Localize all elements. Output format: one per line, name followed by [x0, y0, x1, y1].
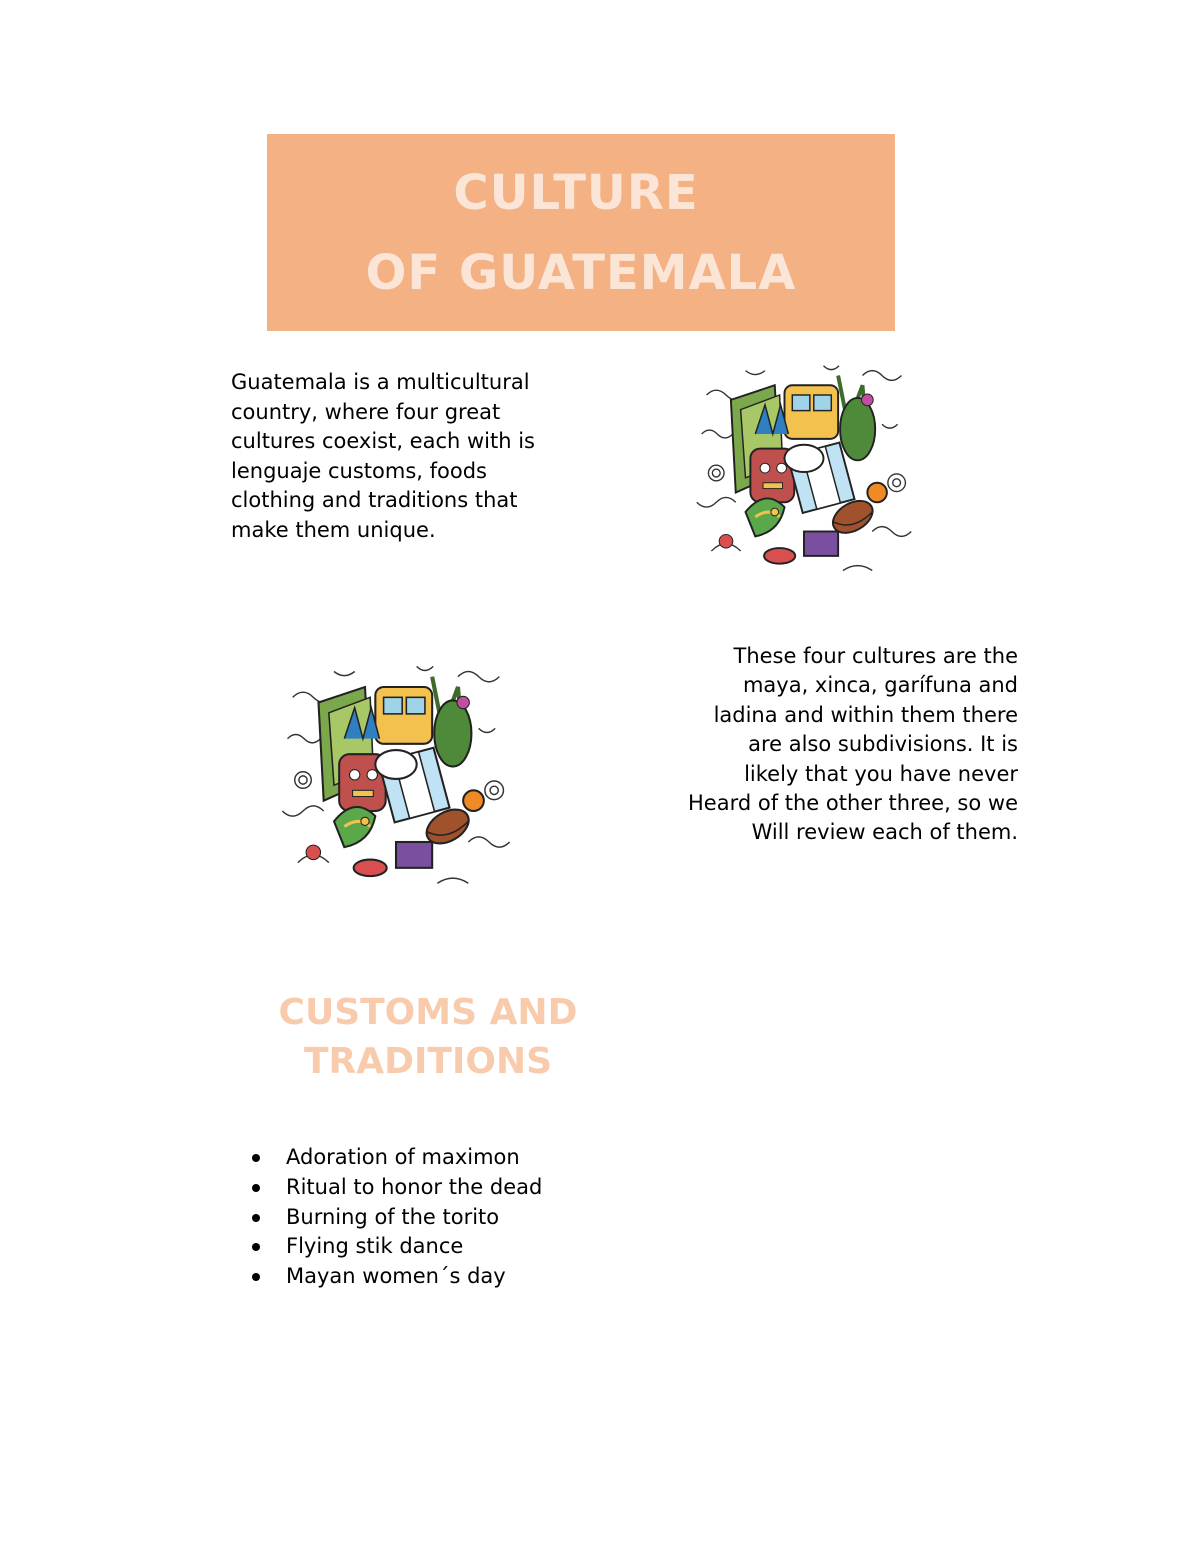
bullet-icon [252, 1154, 260, 1162]
title-line-1: CULTURE [453, 164, 699, 221]
cultures-paragraph [600, 642, 1018, 848]
intro-line: clothing and traditions that [231, 488, 518, 513]
customs-heading [240, 988, 616, 1086]
cultures-line: These four cultures are the [733, 644, 1018, 668]
list-item [248, 1232, 542, 1262]
title-banner [267, 134, 895, 331]
doodle-art [687, 356, 921, 590]
title-line-2: OF GUATEMALA [365, 244, 797, 301]
cultures-line: Heard of the other three, so we [688, 791, 1018, 816]
intro-paragraph [231, 368, 601, 546]
cultures-line: are also subdivisions. It is [748, 732, 1018, 757]
intro-line: country, where four great [231, 399, 501, 424]
customs-heading-line-1: CUSTOMS AND [278, 992, 578, 1033]
list-item-text: Adoration of maximon [286, 1145, 520, 1169]
intro-line: Guatemala is a multicultural [231, 370, 530, 394]
customs-list [248, 1143, 542, 1292]
intro-line: make them unique. [231, 517, 436, 542]
list-item-text: Flying stik dance [286, 1234, 464, 1259]
customs-heading-line-2: TRADITIONS [303, 1041, 553, 1082]
guatemala-doodle-illustration [272, 655, 520, 905]
bullet-icon [252, 1214, 260, 1222]
bullet-icon [252, 1273, 260, 1281]
list-item [248, 1203, 542, 1233]
bullet-icon [252, 1243, 260, 1251]
list-item [248, 1143, 542, 1173]
cultures-line: likely that you have never [744, 761, 1018, 786]
doodle-art [272, 655, 520, 905]
intro-line: lenguaje customs, foods [231, 458, 487, 483]
cultures-line: Will review each of them. [751, 820, 1018, 845]
list-item-text: Ritual to honor the dead [286, 1174, 543, 1199]
list-item-text: Mayan women´s day [286, 1264, 506, 1289]
bullet-icon [252, 1184, 260, 1192]
list-item [248, 1173, 542, 1203]
list-item [248, 1262, 542, 1292]
list-item-text: Burning of the torito [286, 1204, 500, 1229]
intro-line: cultures coexist, each with is [231, 429, 535, 454]
cultures-line: maya, xinca, garífuna and [742, 673, 1018, 698]
cultures-line: ladina and within them there [713, 702, 1018, 727]
guatemala-doodle-illustration [687, 356, 921, 590]
